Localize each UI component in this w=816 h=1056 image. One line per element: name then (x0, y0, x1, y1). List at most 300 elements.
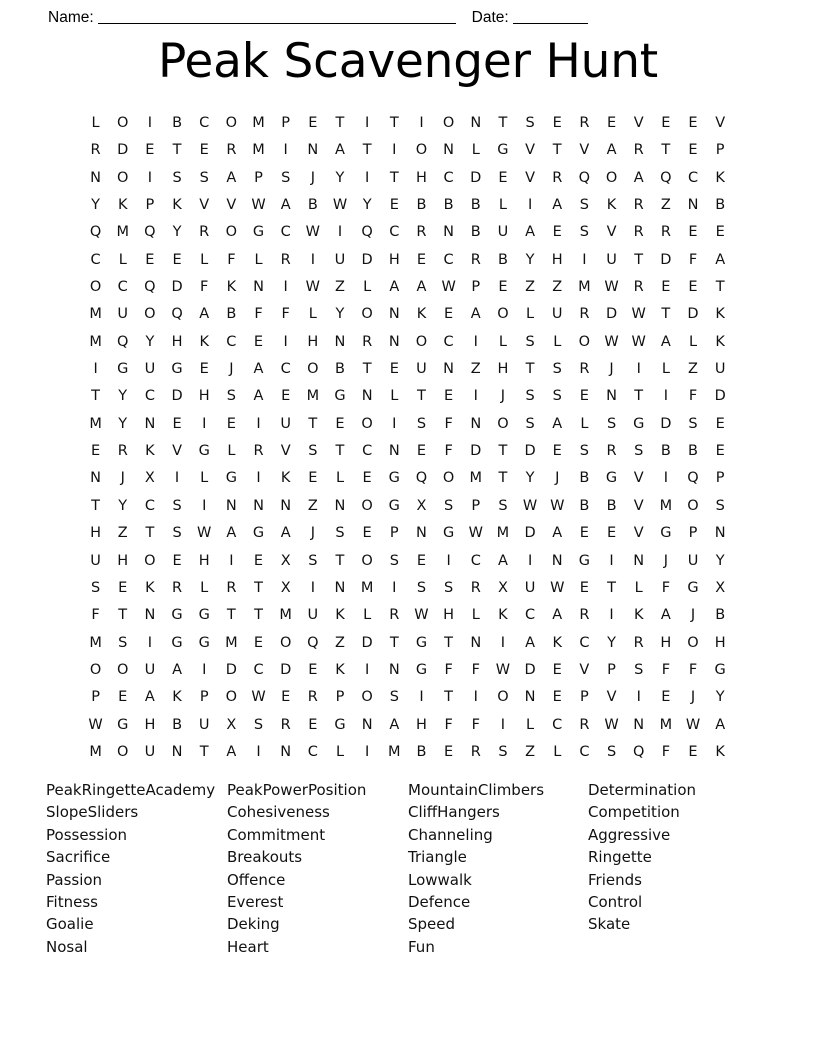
grid-cell[interactable]: F (471, 661, 480, 678)
grid-cell[interactable]: M (496, 525, 510, 542)
grid-cell[interactable]: W (522, 497, 538, 514)
grid-cell[interactable]: V (633, 497, 644, 514)
grid-cell[interactable]: H (307, 333, 319, 350)
grid-cell[interactable]: S (444, 497, 454, 514)
grid-cell[interactable]: T (634, 388, 644, 405)
grid-cell[interactable]: B (335, 361, 345, 378)
grid-cell[interactable]: A (253, 388, 264, 405)
grid-cell[interactable]: I (283, 279, 288, 296)
grid-cell[interactable]: L (553, 333, 562, 350)
grid-cell[interactable]: R (226, 579, 237, 596)
grid-cell[interactable]: J (690, 689, 696, 706)
grid-cell[interactable]: Y (145, 333, 155, 350)
grid-cell[interactable]: S (688, 415, 698, 432)
grid-cell[interactable]: Q (171, 306, 183, 323)
grid-cell[interactable]: K (606, 197, 617, 214)
grid-cell[interactable]: S (118, 634, 128, 651)
grid-cell[interactable]: N (388, 306, 400, 323)
grid-cell[interactable]: G (198, 443, 210, 460)
word-list-item[interactable]: Possession (46, 825, 128, 844)
grid-cell[interactable]: T (498, 470, 508, 487)
grid-cell[interactable]: D (117, 142, 129, 159)
grid-cell[interactable]: U (198, 716, 210, 733)
grid-cell[interactable]: G (388, 497, 400, 514)
grid-cell[interactable]: W (332, 197, 348, 214)
grid-cell[interactable]: E (118, 579, 128, 596)
grid-cell[interactable]: M (89, 634, 102, 651)
grid-cell[interactable]: N (171, 743, 183, 760)
grid-cell[interactable]: G (117, 361, 129, 378)
grid-cell[interactable]: U (117, 306, 129, 323)
grid-cell[interactable]: K (633, 607, 644, 624)
grid-cell[interactable]: C (687, 169, 699, 186)
grid-cell[interactable]: I (500, 716, 506, 733)
grid-cell[interactable]: E (281, 689, 291, 706)
word-list-item[interactable]: Cohesiveness (227, 803, 330, 822)
grid-cell[interactable]: M (89, 306, 102, 323)
grid-cell[interactable]: T (389, 115, 399, 131)
grid-cell[interactable]: Z (525, 743, 536, 760)
grid-cell[interactable]: W (414, 607, 429, 624)
grid-cell[interactable]: I (365, 661, 370, 678)
word-list-item[interactable]: MountainClimbers (408, 781, 545, 799)
grid-cell[interactable]: N (470, 115, 482, 131)
grid-cell[interactable]: I (147, 169, 153, 186)
grid-cell[interactable]: E (308, 470, 318, 487)
grid-cell[interactable]: N (443, 142, 455, 159)
grid-cell[interactable]: N (714, 525, 726, 542)
grid-cell[interactable]: D (687, 306, 699, 323)
grid-cell[interactable]: U (714, 361, 726, 378)
grid-cell[interactable]: D (225, 661, 237, 678)
grid-cell[interactable]: Y (172, 224, 182, 241)
word-list-item[interactable]: CliffHangers (408, 803, 500, 822)
grid-cell[interactable]: O (144, 306, 156, 323)
grid-cell[interactable]: R (307, 689, 318, 706)
grid-cell[interactable]: G (415, 634, 428, 651)
grid-cell[interactable]: D (361, 251, 373, 268)
grid-cell[interactable]: W (604, 279, 619, 296)
grid-cell[interactable]: Z (335, 634, 345, 651)
grid-cell[interactable]: S (389, 552, 399, 569)
grid-cell[interactable]: L (227, 443, 236, 460)
grid-cell[interactable]: R (280, 716, 291, 733)
grid-cell[interactable]: W (604, 716, 619, 733)
grid-cell[interactable]: A (144, 689, 155, 706)
grid-cell[interactable]: O (144, 552, 156, 569)
grid-cell[interactable]: R (117, 443, 128, 460)
grid-cell[interactable]: E (253, 552, 264, 569)
grid-cell[interactable]: E (498, 279, 508, 296)
grid-cell[interactable]: W (197, 525, 212, 542)
grid-cell[interactable]: B (416, 197, 427, 214)
word-list-item[interactable]: Lowwalk (408, 870, 472, 889)
grid-cell[interactable]: I (419, 115, 424, 131)
grid-cell[interactable]: A (525, 224, 536, 241)
grid-cell[interactable]: R (389, 607, 400, 624)
grid-cell[interactable]: S (335, 525, 345, 542)
grid-cell[interactable]: H (443, 607, 455, 624)
grid-cell[interactable]: I (337, 224, 343, 241)
grid-cell[interactable]: M (252, 142, 265, 159)
grid-cell[interactable]: C (199, 115, 210, 131)
grid-cell[interactable]: O (89, 279, 102, 296)
grid-cell[interactable]: Q (415, 470, 428, 487)
grid-cell[interactable]: N (524, 689, 536, 706)
grid-cell[interactable]: W (251, 197, 266, 214)
grid-cell[interactable]: T (417, 388, 426, 405)
grid-cell[interactable]: C (443, 251, 454, 268)
grid-cell[interactable]: T (607, 579, 616, 596)
grid-cell[interactable]: S (90, 579, 101, 596)
grid-cell[interactable]: C (552, 716, 563, 733)
grid-cell[interactable]: K (552, 634, 562, 651)
grid-cell[interactable]: R (172, 579, 183, 596)
grid-cell[interactable]: F (281, 306, 290, 323)
grid-cell[interactable]: M (116, 224, 129, 241)
grid-cell[interactable]: H (198, 388, 210, 405)
grid-cell[interactable]: K (172, 197, 182, 214)
grid-cell[interactable]: L (118, 251, 127, 268)
grid-cell[interactable]: F (444, 661, 453, 678)
grid-cell[interactable]: X (497, 579, 508, 596)
grid-cell[interactable]: Y (362, 197, 372, 214)
grid-cell[interactable]: Z (117, 525, 128, 542)
grid-cell[interactable]: V (606, 224, 617, 241)
grid-cell[interactable]: L (200, 579, 209, 596)
grid-cell[interactable]: S (634, 443, 644, 460)
grid-cell[interactable]: L (498, 197, 507, 214)
grid-cell[interactable]: X (416, 497, 427, 514)
grid-cell[interactable]: N (687, 197, 699, 214)
grid-cell[interactable]: M (252, 115, 265, 131)
grid-cell[interactable]: T (226, 607, 236, 624)
grid-cell[interactable]: I (663, 470, 668, 487)
grid-cell[interactable]: L (526, 306, 535, 323)
grid-cell[interactable]: E (281, 388, 291, 405)
grid-cell[interactable]: Y (91, 197, 100, 214)
word-list-item[interactable]: Heart (227, 937, 269, 956)
grid-cell[interactable]: R (280, 251, 291, 268)
word-list-item[interactable]: Friends (588, 870, 642, 889)
grid-cell[interactable]: C (525, 607, 536, 624)
grid-cell[interactable]: G (198, 607, 210, 624)
grid-cell[interactable]: F (254, 306, 263, 323)
grid-cell[interactable]: J (609, 361, 614, 378)
grid-cell[interactable]: S (498, 497, 508, 514)
grid-cell[interactable]: S (308, 552, 318, 569)
grid-cell[interactable]: L (91, 115, 100, 131)
grid-cell[interactable]: R (90, 142, 101, 159)
grid-cell[interactable]: B (172, 716, 183, 733)
grid-cell[interactable]: P (145, 197, 155, 214)
grid-cell[interactable]: X (144, 470, 155, 487)
grid-cell[interactable]: C (443, 333, 454, 350)
grid-cell[interactable]: I (392, 415, 397, 432)
grid-cell[interactable]: L (363, 607, 372, 624)
grid-cell[interactable]: I (473, 689, 478, 706)
grid-cell[interactable]: I (310, 579, 315, 596)
grid-cell[interactable]: M (659, 497, 673, 514)
word-list-item[interactable]: Skate (588, 915, 631, 934)
grid-cell[interactable]: N (90, 169, 101, 186)
grid-cell[interactable]: O (279, 634, 292, 651)
grid-cell[interactable]: H (416, 169, 427, 186)
grid-cell[interactable]: E (552, 443, 562, 460)
word-list-item[interactable]: Defence (408, 893, 471, 912)
grid-cell[interactable]: G (252, 224, 265, 241)
grid-cell[interactable]: A (660, 607, 671, 624)
grid-cell[interactable]: S (172, 525, 182, 542)
grid-cell[interactable]: Y (118, 415, 128, 432)
word-list-item[interactable]: Channeling (408, 825, 493, 844)
grid-cell[interactable]: F (661, 579, 671, 596)
grid-cell[interactable]: V (226, 197, 237, 214)
grid-cell[interactable]: D (524, 525, 536, 542)
grid-cell[interactable]: P (91, 689, 100, 706)
grid-cell[interactable]: R (416, 224, 427, 241)
grid-cell[interactable]: W (495, 661, 511, 678)
grid-cell[interactable]: I (256, 743, 261, 760)
grid-cell[interactable]: N (280, 743, 292, 760)
grid-cell[interactable]: E (172, 251, 182, 268)
grid-cell[interactable]: X (280, 552, 291, 569)
grid-cell[interactable]: R (253, 443, 264, 460)
grid-cell[interactable]: M (578, 279, 591, 296)
grid-cell[interactable]: C (280, 224, 291, 241)
grid-cell[interactable]: E (253, 333, 264, 350)
grid-cell[interactable]: K (145, 443, 155, 460)
grid-cell[interactable]: T (362, 142, 372, 159)
grid-cell[interactable]: Q (117, 333, 129, 350)
grid-cell[interactable]: R (633, 197, 644, 214)
grid-cell[interactable]: A (525, 634, 536, 651)
grid-cell[interactable]: U (687, 552, 699, 569)
grid-cell[interactable]: E (606, 525, 617, 542)
grid-cell[interactable]: N (551, 552, 563, 569)
grid-cell[interactable]: Q (687, 470, 699, 487)
grid-cell[interactable]: E (389, 197, 399, 214)
grid-cell[interactable]: E (362, 525, 372, 542)
grid-cell[interactable]: Q (144, 279, 156, 296)
grid-cell[interactable]: P (389, 525, 399, 542)
grid-cell[interactable]: E (118, 689, 128, 706)
grid-cell[interactable]: T (389, 169, 399, 186)
grid-cell[interactable]: H (144, 716, 156, 733)
grid-cell[interactable]: O (361, 497, 373, 514)
grid-cell[interactable]: O (415, 333, 428, 350)
grid-cell[interactable]: E (199, 142, 209, 159)
grid-cell[interactable]: C (579, 743, 590, 760)
grid-cell[interactable]: G (171, 634, 183, 651)
grid-cell[interactable]: W (441, 279, 456, 296)
grid-cell[interactable]: B (307, 197, 318, 214)
grid-cell[interactable]: I (636, 361, 641, 378)
grid-cell[interactable]: J (120, 470, 125, 487)
grid-cell[interactable]: I (473, 388, 478, 405)
grid-cell[interactable]: O (89, 661, 102, 678)
grid-cell[interactable]: F (661, 743, 671, 760)
grid-cell[interactable]: G (171, 607, 183, 624)
grid-cell[interactable]: E (308, 716, 318, 733)
grid-cell[interactable]: N (606, 388, 617, 405)
grid-cell[interactable]: W (305, 224, 320, 241)
grid-cell[interactable]: O (497, 415, 509, 432)
word-list-item[interactable]: Nosal (46, 937, 88, 956)
grid-cell[interactable]: I (202, 415, 207, 432)
grid-cell[interactable]: I (527, 197, 533, 214)
grid-cell[interactable]: R (579, 306, 590, 323)
grid-cell[interactable]: E (688, 743, 698, 760)
grid-cell[interactable]: X (280, 579, 291, 596)
grid-cell[interactable]: V (633, 115, 644, 131)
grid-cell[interactable]: U (90, 552, 101, 569)
grid-cell[interactable]: I (582, 251, 587, 268)
grid-cell[interactable]: E (308, 115, 318, 131)
grid-cell[interactable]: G (334, 716, 346, 733)
grid-cell[interactable]: N (144, 415, 156, 432)
grid-cell[interactable]: A (253, 361, 264, 378)
grid-cell[interactable]: Q (660, 169, 672, 186)
grid-cell[interactable]: I (256, 470, 261, 487)
grid-cell[interactable]: A (226, 525, 237, 542)
grid-cell[interactable]: F (688, 661, 698, 678)
grid-cell[interactable]: H (198, 552, 210, 569)
grid-cell[interactable]: T (335, 443, 345, 460)
word-list-item[interactable]: Sacrifice (46, 848, 111, 867)
grid-cell[interactable]: S (416, 415, 427, 432)
grid-cell[interactable]: V (280, 443, 291, 460)
grid-cell[interactable]: I (174, 470, 180, 487)
grid-cell[interactable]: T (254, 607, 263, 624)
grid-cell[interactable]: O (687, 497, 699, 514)
grid-cell[interactable]: B (470, 224, 481, 241)
grid-cell[interactable]: P (335, 689, 345, 706)
word-list-item[interactable]: SlopeSliders (46, 803, 139, 822)
grid-cell[interactable]: Q (361, 224, 373, 241)
grid-cell[interactable]: U (307, 607, 319, 624)
grid-cell[interactable]: V (579, 142, 590, 159)
grid-cell[interactable]: B (715, 197, 726, 214)
word-list-item[interactable]: Aggressive (588, 825, 671, 844)
grid-cell[interactable]: P (281, 115, 291, 131)
grid-cell[interactable]: R (579, 716, 590, 733)
grid-cell[interactable]: R (579, 361, 590, 378)
word-list-item[interactable]: Fun (408, 937, 435, 956)
grid-cell[interactable]: E (199, 361, 209, 378)
grid-cell[interactable]: N (334, 333, 346, 350)
grid-cell[interactable]: D (524, 443, 536, 460)
grid-cell[interactable]: M (89, 415, 102, 432)
grid-cell[interactable]: P (254, 169, 263, 186)
grid-cell[interactable]: L (553, 743, 562, 760)
grid-cell[interactable]: J (555, 470, 560, 487)
grid-cell[interactable]: Z (470, 361, 481, 378)
grid-cell[interactable]: S (525, 115, 535, 131)
grid-cell[interactable]: E (308, 661, 318, 678)
grid-cell[interactable]: I (256, 415, 261, 432)
grid-cell[interactable]: Q (89, 224, 102, 241)
grid-cell[interactable]: E (172, 415, 182, 432)
grid-cell[interactable]: F (227, 251, 236, 268)
grid-cell[interactable]: B (715, 607, 726, 624)
grid-cell[interactable]: R (606, 443, 617, 460)
grid-cell[interactable]: G (633, 415, 645, 432)
grid-cell[interactable]: J (500, 388, 506, 405)
grid-cell[interactable]: G (660, 525, 672, 542)
grid-cell[interactable]: H (117, 552, 129, 569)
grid-cell[interactable]: I (527, 552, 533, 569)
grid-cell[interactable]: R (470, 251, 481, 268)
grid-cell[interactable]: N (443, 361, 455, 378)
grid-cell[interactable]: F (444, 716, 453, 733)
grid-cell[interactable]: V (633, 525, 644, 542)
grid-cell[interactable]: E (444, 743, 454, 760)
grid-cell[interactable]: W (251, 689, 266, 706)
word-list-item[interactable]: Speed (408, 915, 456, 934)
grid-cell[interactable]: F (91, 607, 100, 624)
grid-cell[interactable]: W (468, 525, 483, 542)
grid-cell[interactable]: Y (335, 169, 345, 186)
grid-cell[interactable]: E (444, 388, 454, 405)
grid-cell[interactable]: P (715, 142, 725, 159)
grid-cell[interactable]: T (254, 579, 263, 596)
grid-cell[interactable]: C (307, 743, 318, 760)
grid-cell[interactable]: A (389, 716, 400, 733)
grid-cell[interactable]: I (283, 333, 288, 350)
grid-cell[interactable]: S (525, 333, 535, 350)
grid-cell[interactable]: N (388, 333, 400, 350)
grid-cell[interactable]: J (310, 169, 315, 186)
grid-cell[interactable]: C (144, 388, 155, 405)
grid-cell[interactable]: O (361, 306, 373, 323)
grid-cell[interactable]: D (470, 443, 482, 460)
grid-cell[interactable]: E (389, 361, 399, 378)
grid-cell[interactable]: I (229, 552, 234, 569)
grid-cell[interactable]: K (498, 607, 508, 624)
grid-cell[interactable]: T (552, 142, 562, 159)
grid-cell[interactable]: M (306, 388, 320, 405)
grid-cell[interactable]: I (365, 743, 370, 760)
grid-cell[interactable]: B (172, 115, 183, 131)
grid-cell[interactable]: I (663, 388, 668, 405)
grid-cell[interactable]: R (226, 142, 237, 159)
grid-cell[interactable]: A (470, 306, 481, 323)
grid-cell[interactable]: A (226, 169, 237, 186)
grid-cell[interactable]: E (715, 224, 725, 241)
grid-cell[interactable]: U (144, 743, 156, 760)
grid-cell[interactable]: S (552, 361, 562, 378)
grid-cell[interactable]: G (117, 716, 129, 733)
grid-cell[interactable]: A (199, 306, 210, 323)
grid-cell[interactable]: N (361, 716, 373, 733)
grid-cell[interactable]: M (89, 743, 102, 760)
grid-cell[interactable]: H (416, 716, 427, 733)
grid-cell[interactable]: A (715, 716, 726, 733)
grid-cell[interactable]: I (93, 361, 98, 378)
grid-cell[interactable]: V (715, 115, 726, 131)
grid-cell[interactable]: K (715, 169, 725, 186)
grid-cell[interactable]: W (631, 306, 646, 323)
grid-cell[interactable]: B (470, 197, 481, 214)
grid-cell[interactable]: G (252, 525, 265, 542)
grid-cell[interactable]: E (172, 552, 182, 569)
grid-cell[interactable]: H (551, 251, 563, 268)
grid-cell[interactable]: T (308, 415, 318, 432)
grid-cell[interactable]: D (171, 279, 183, 296)
grid-cell[interactable]: O (497, 689, 509, 706)
grid-cell[interactable]: L (308, 306, 317, 323)
